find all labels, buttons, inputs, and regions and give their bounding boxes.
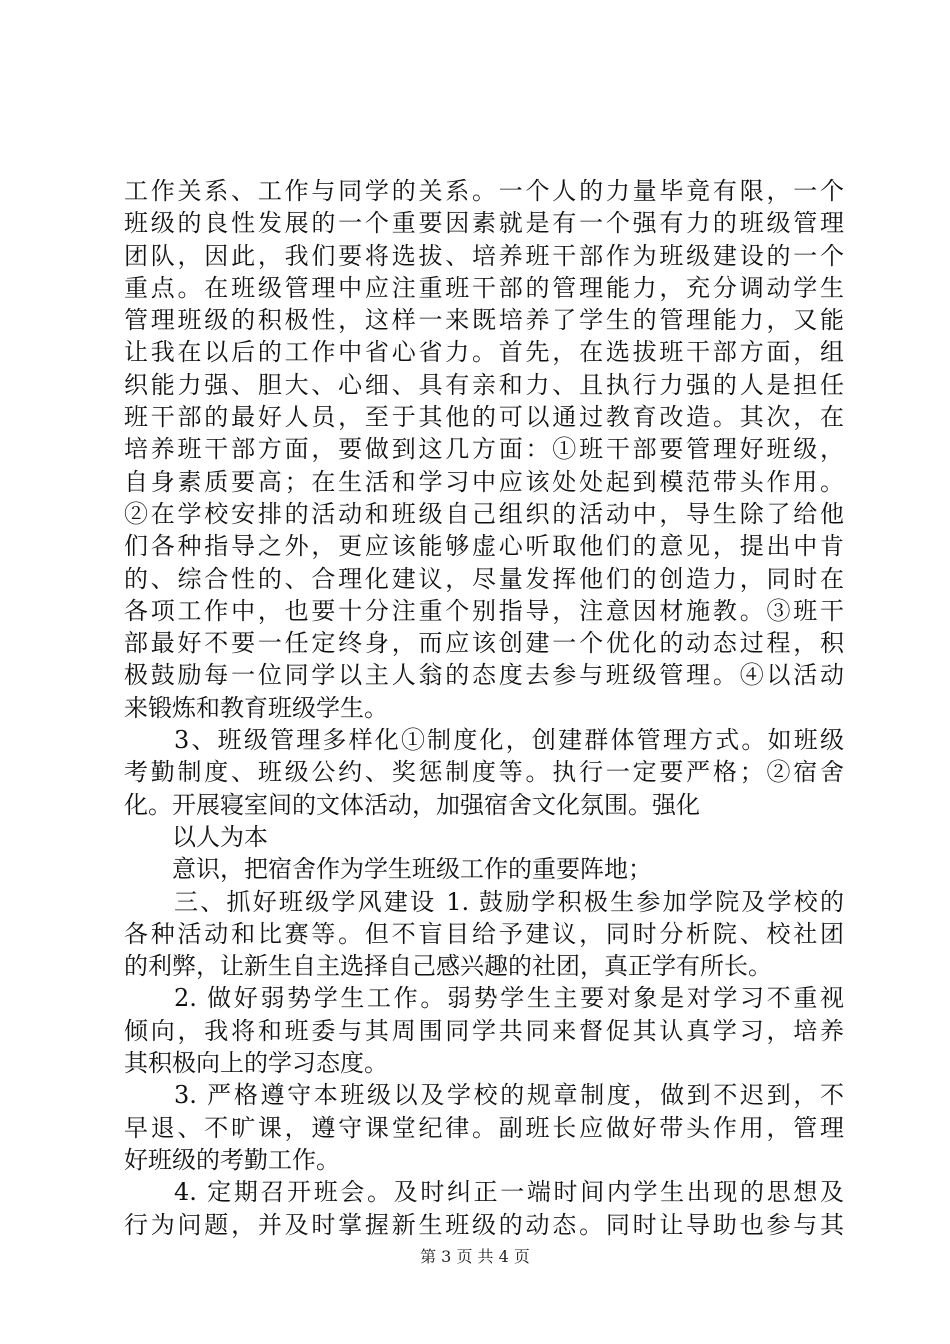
text-line: 好班级的考勤工作。	[124, 1145, 340, 1174]
text-line: 部最好不要一任定终身，而应该创建一个优化的动态过程，积	[124, 629, 844, 658]
text-line: 以人为本	[172, 822, 268, 851]
text-line: 管理班级的积极性，这样一来既培养了学生的管理能力，又能	[124, 306, 844, 335]
text-line: 自身素质要高；在生活和学习中应该处处起到模范带头作用。	[124, 467, 844, 496]
text-line: 3. 严格遵守本班级以及学校的规章制度，做到不迟到，不	[174, 1081, 844, 1110]
text-line: 倾向，我将和班委与其周围同学共同来督促其认真学习，培养	[124, 1016, 844, 1045]
text-line: 来锻炼和教育班级学生。	[124, 693, 388, 722]
text-line: 织能力强、胆大、心细、具有亲和力、且执行力强的人是担任	[124, 370, 844, 399]
body-text	[124, 175, 844, 1241]
text-line: 3、班级管理多样化①制度化，创建群体管理方式。如班级	[174, 726, 844, 755]
page-footer	[0, 1247, 950, 1267]
text-line: 培养班干部方面，要做到这几方面：①班干部要管理好班级，	[124, 435, 844, 464]
text-line: 其积极向上的学习态度。	[124, 1049, 388, 1078]
text-line: 们各种指导之外，更应该能够虚心听取他们的意见，提出中肯	[124, 532, 844, 561]
text-line: 班干部的最好人员，至于其他的可以通过教育改造。其次，在	[124, 403, 844, 432]
text-line: 工作关系、工作与同学的关系。一个人的力量毕竟有限，一个	[124, 177, 844, 205]
text-line: 2. 做好弱势学生工作。弱势学生主要对象是对学习不重视	[174, 984, 844, 1013]
text-line: 意识，把宿舍作为学生班级工作的重要阵地；	[172, 855, 652, 884]
text-line: 4. 定期召开班会。及时纠正一端时间内学生出现的思想及	[174, 1178, 844, 1207]
text-line: 重点。在班级管理中应注重班干部的管理能力，充分调动学生	[124, 273, 844, 302]
text-line: 班级的良性发展的一个重要因素就是有一个强有力的班级管理	[124, 209, 844, 238]
text-line: 早退、不旷课，遵守课堂纪律。副班长应做好带头作用，管理	[124, 1113, 844, 1142]
text-line: 行为问题，并及时掌握新生班级的动态。同时让导助也参与其	[124, 1210, 844, 1239]
text-line: 三、抓好班级学风建设 1. 鼓励学积极生参加学院及学校的	[174, 887, 844, 916]
text-line: 各种活动和比赛等。但不盲目给予建议，同时分析院、校社团	[124, 919, 844, 948]
text-line: 让我在以后的工作中省心省力。首先，在选拔班干部方面，组	[124, 338, 844, 367]
text-line: 极鼓励每一位同学以主人翁的态度去参与班级管理。④以活动	[124, 661, 844, 690]
text-line: 团队，因此，我们要将选拔、培养班干部作为班级建设的一个	[124, 241, 844, 270]
text-line: ②在学校安排的活动和班级自己组织的活动中，导生除了给他	[124, 499, 844, 528]
page-number-label: 第 3 页 共 4 页	[420, 1247, 530, 1266]
text-line: 的利弊，让新生自主选择自己感兴趣的社团，真正学有所长。	[124, 952, 772, 981]
text-line: 化。开展寝室间的文体活动，加强宿舍文化氛围。强化	[124, 790, 700, 819]
text-line: 考勤制度、班级公约、奖惩制度等。执行一定要严格；②宿舍	[124, 758, 844, 787]
text-line: 各项工作中，也要十分注重个别指导，注意因材施教。③班干	[124, 596, 844, 625]
text-line: 的、综合性的、合理化建议，尽量发挥他们的创造力，同时在	[124, 564, 844, 593]
